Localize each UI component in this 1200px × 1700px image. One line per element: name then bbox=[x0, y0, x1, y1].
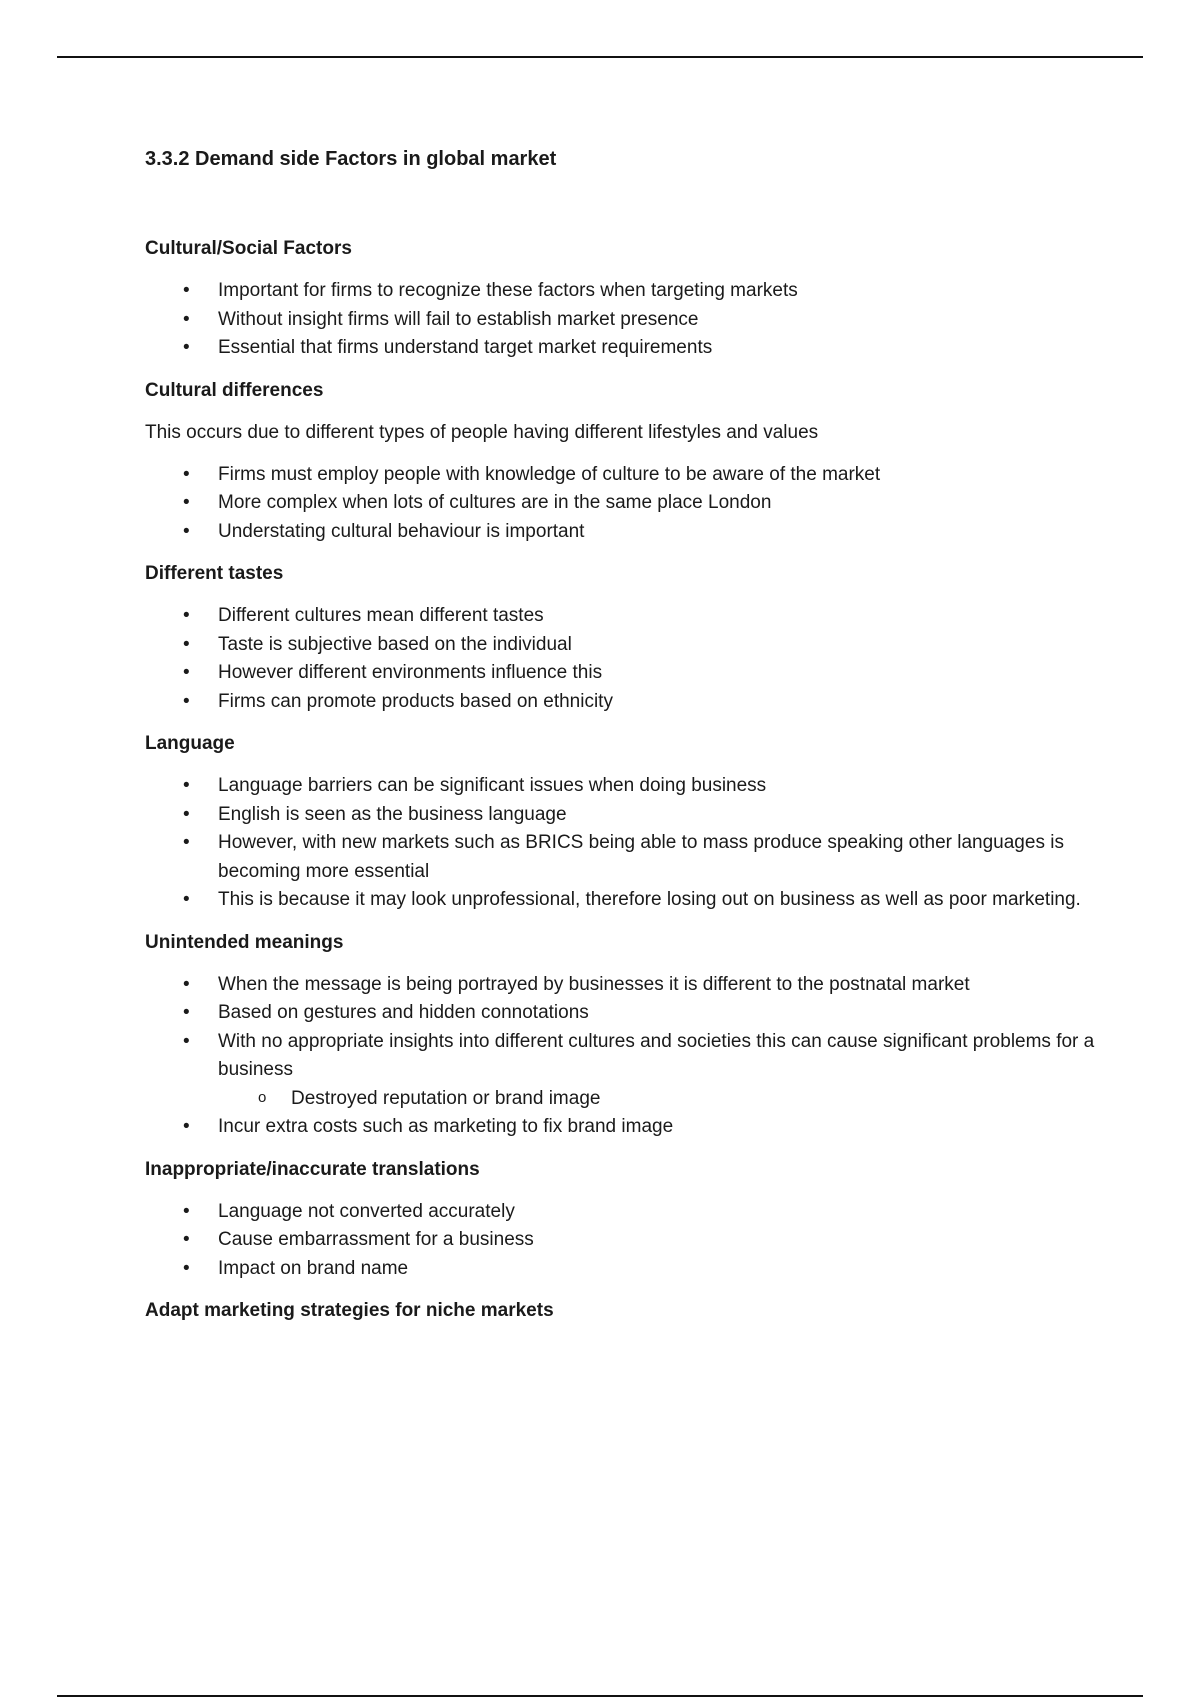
section-heading: Unintended meanings bbox=[145, 931, 344, 953]
bullet-item: • Understating cultural behaviour is important bbox=[145, 518, 1095, 547]
bullet-item: • Essential that firms understand target market requirements bbox=[145, 334, 1095, 363]
bullet-item: • Based on gestures and hidden connotations bbox=[145, 999, 1095, 1028]
bullet-list bbox=[145, 461, 1095, 547]
section-heading: Cultural differences bbox=[145, 379, 324, 401]
section-heading: Different tastes bbox=[145, 563, 284, 584]
section-heading: Inappropriate/inaccurate translations bbox=[145, 1158, 480, 1180]
section-language bbox=[145, 730, 1095, 915]
bullet-item: • However, with new markets such as BRICS being able to mass produce speaking other languages is becoming more essential bbox=[145, 829, 1095, 886]
bullet-item: • Firms can promote products based on ethnicity bbox=[145, 688, 1095, 717]
bullet-item-text: With no appropriate insights into different cultures and societies this can cause significant problems for a business bbox=[218, 1030, 1095, 1080]
bullet-list bbox=[145, 277, 1095, 363]
bullet-item-with-sublist bbox=[145, 1028, 1095, 1114]
bullet-list bbox=[145, 602, 1095, 716]
bullet-list bbox=[145, 971, 1095, 1142]
section-cultural-differences bbox=[145, 377, 1095, 547]
section-cultural-social-factors bbox=[145, 235, 1095, 363]
sub-bullet-list bbox=[218, 1085, 1095, 1114]
bullet-item: • Firms must employ people with knowledge of culture to be aware of the market bbox=[145, 461, 1095, 490]
bullet-item: • Incur extra costs such as marketing to fix brand image bbox=[145, 1113, 1095, 1142]
bullet-item: • English is seen as the business language bbox=[145, 801, 1095, 830]
document-body bbox=[145, 145, 1095, 1339]
bullet-item: • Without insight firms will fail to establish market presence bbox=[145, 306, 1095, 335]
section-unintended-meanings bbox=[145, 929, 1095, 1142]
section-inappropriate-translations bbox=[145, 1156, 1095, 1284]
bullet-item: • Taste is subjective based on the individual bbox=[145, 631, 1095, 660]
bullet-list bbox=[145, 772, 1095, 915]
sub-bullet-item: o Destroyed reputation or brand image bbox=[218, 1085, 1095, 1114]
bullet-item: • Language not converted accurately bbox=[145, 1198, 1095, 1227]
section-intro-text: This occurs due to different types of people having different lifestyles and values bbox=[145, 421, 819, 443]
section-heading: Adapt marketing strategies for niche markets bbox=[145, 1300, 554, 1321]
bullet-item: • Important for firms to recognize these factors when targeting markets bbox=[145, 277, 1095, 306]
footer-rule bbox=[57, 1695, 1143, 1697]
bullet-item: • Impact on brand name bbox=[145, 1255, 1095, 1284]
bullet-item: • Different cultures mean different tastes bbox=[145, 602, 1095, 631]
bullet-item: • When the message is being portrayed by businesses it is different to the postnatal market bbox=[145, 971, 1095, 1000]
bullet-item: • Cause embarrassment for a business bbox=[145, 1226, 1095, 1255]
section-heading: Language bbox=[145, 733, 235, 754]
document-title: 3.3.2 Demand side Factors in global market bbox=[145, 148, 557, 170]
bullet-item: • However different environments influence this bbox=[145, 659, 1095, 688]
section-adapt-marketing bbox=[145, 1297, 1095, 1325]
bullet-item: • This is because it may look unprofessional, therefore losing out on business as well as poor marketing. bbox=[145, 886, 1095, 915]
header-rule bbox=[57, 56, 1143, 58]
bullet-list bbox=[145, 1198, 1095, 1284]
bullet-item: • More complex when lots of cultures are in the same place London bbox=[145, 489, 1095, 518]
section-different-tastes bbox=[145, 560, 1095, 716]
bullet-item: • Language barriers can be significant issues when doing business bbox=[145, 772, 1095, 801]
section-heading: Cultural/Social Factors bbox=[145, 238, 352, 259]
